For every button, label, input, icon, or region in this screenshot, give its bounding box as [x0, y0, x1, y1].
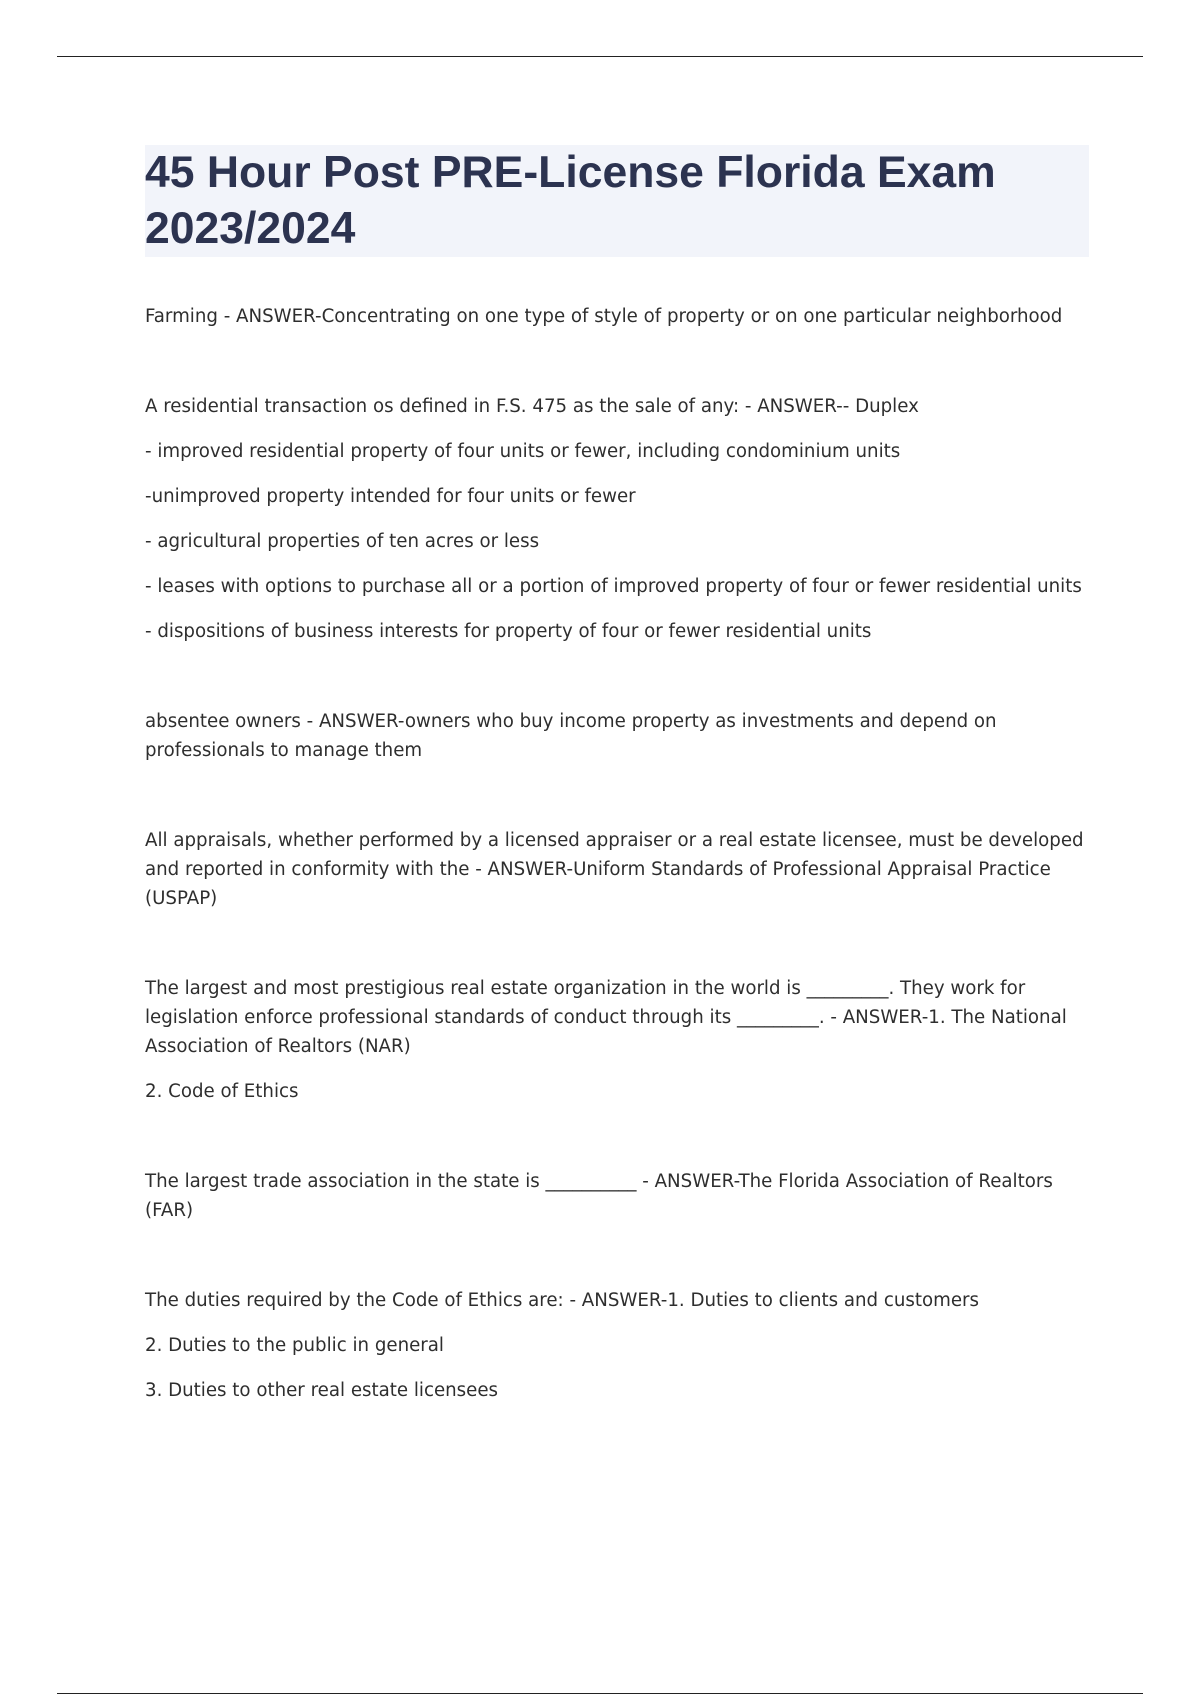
qa-text: 3. Duties to other real estate licensees — [145, 1380, 499, 1401]
qa-text: 2. Code of Ethics — [145, 1081, 299, 1102]
qa-text: - dispositions of business interests for property of four or fewer residential units — [145, 621, 872, 642]
qa-text: The duties required by the Code of Ethics are: - ANSWER-1. Duties to clients and customers — [145, 1290, 979, 1311]
qa-entry — [145, 392, 1090, 646]
qa-entry — [145, 974, 1090, 1106]
title-banner — [145, 145, 1089, 257]
qa-entry — [145, 826, 1090, 913]
qa-entry — [145, 1167, 1090, 1225]
qa-entry — [145, 302, 1090, 331]
qa-entry — [145, 1286, 1090, 1405]
qa-list — [145, 302, 1090, 1466]
qa-text: - improved residential property of four units or fewer, including condominium units — [145, 441, 901, 462]
qa-text: absentee owners - ANSWER-owners who buy income property as investments and depend on professionals to manage them — [145, 711, 997, 761]
qa-text: All appraisals, whether performed by a licensed appraiser or a real estate licensee, must be developed and reported in conformity with the - ANSWER-Uniform Standards of Professional Appraisal Practice (USPAP) — [145, 830, 1084, 909]
qa-text: A residential transaction os defined in F.S. 475 as the sale of any: - ANSWER-- Duplex — [145, 396, 919, 417]
qa-text: -unimproved property intended for four units or fewer — [145, 486, 636, 507]
bottom-divider — [57, 1693, 1143, 1694]
qa-text: - leases with options to purchase all or a portion of improved property of four or fewer residential units — [145, 576, 1082, 597]
qa-text: The largest and most prestigious real estate organization in the world is _________. They work for legislation enforce professional standards of conduct through its _________. - ANSWER-1. The National Association of Realtors (NAR) — [145, 978, 1067, 1057]
top-divider — [57, 56, 1143, 57]
qa-text: The largest trade association in the state is __________ - ANSWER-The Florida Association of Realtors (FAR) — [145, 1171, 1053, 1221]
page-title: 45 Hour Post PRE-License Florida Exam 2023/2024 — [145, 148, 996, 253]
qa-text: Farming - ANSWER-Concentrating on one type of style of property or on one particular neighborhood — [145, 306, 1063, 327]
qa-text: - agricultural properties of ten acres or less — [145, 531, 540, 552]
qa-text: 2. Duties to the public in general — [145, 1335, 444, 1356]
qa-entry — [145, 707, 1090, 765]
